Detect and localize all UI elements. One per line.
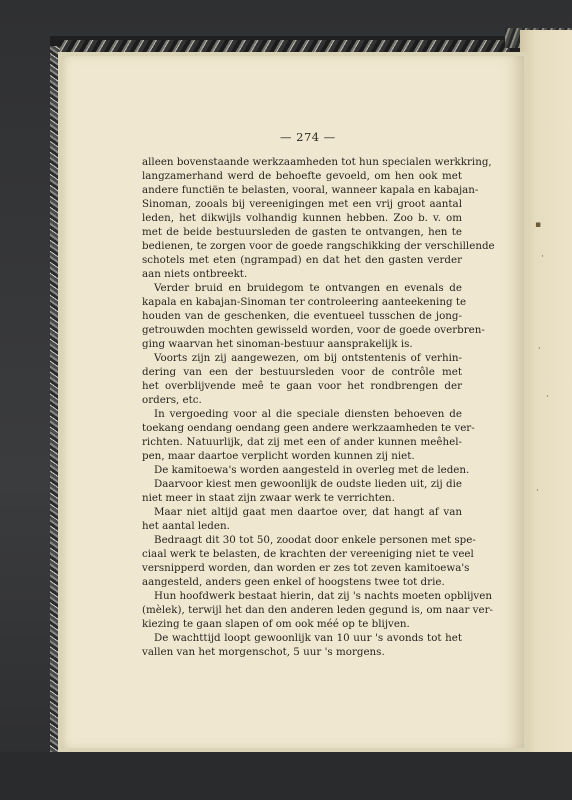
text-line: Daarvoor kiest men gewoonlijk de oudste lieden uit, zij die: [154, 478, 462, 490]
text-line: ging waarvan het sinoman-bestuur aansprakelijk is.: [142, 338, 413, 350]
text-line: aangesteld, anders geen enkel of hoogstens twee tot drie.: [142, 576, 445, 588]
text-line: Maar niet altijd gaat men daartoe over, dat hangt af van: [154, 506, 462, 518]
text-line: ciaal werk te belasten, de krachten der vereeniging niet te veel: [142, 548, 474, 560]
text-line: Bedraagt dit 30 tot 50, zoodat door enkele personen met spe-: [154, 534, 476, 546]
scan-bottom-margin: [0, 752, 572, 800]
facing-page-mark: ·: [541, 252, 544, 262]
text-line: De wachttijd loopt gewoonlijk van 10 uur 's avonds tot het: [154, 632, 462, 644]
text-line: aan niets ontbreekt.: [142, 268, 248, 280]
text-line: alleen bovenstaande werkzaamheden tot hun specialen werkkring,: [142, 156, 492, 168]
text-line: In vergoeding voor al die speciale diensten behoeven de: [154, 408, 462, 420]
text-line: dering van een der bestuursleden voor de contrôle met: [142, 366, 462, 378]
text-line: vallen van het morgenschot, 5 uur 's morgens.: [142, 646, 385, 658]
text-line: met de beide bestuursleden de gasten te ontvangen, hen te: [142, 226, 462, 238]
text-line: getrouwden mochten gewisseld worden, voor de goede overbren-: [142, 324, 485, 336]
facing-page-mark: ·: [538, 344, 541, 354]
text-line: Sinoman, zooals bij vereenigingen met een vrij groot aantal: [142, 198, 462, 210]
text-line: orders, etc.: [142, 394, 202, 406]
text-line: Hun hoofdwerk bestaat hierin, dat zij 's nachts moeten opblijven: [154, 590, 492, 602]
text-line: het aantal leden.: [142, 520, 230, 532]
text-line: toekang oendang oendang geen andere werkzaamheden te ver-: [142, 422, 475, 434]
text-line: versnipperd worden, dan worden er zes tot zeven kamitoewa's: [142, 562, 470, 574]
facing-page-mark: ▪: [535, 220, 542, 230]
text-line: andere functiën te belasten, vooral, wanneer kapala en kabajan-: [142, 184, 479, 196]
page-number: — 274 —: [280, 130, 336, 144]
facing-page-mark: ·: [546, 392, 549, 402]
text-line: pen, maar daartoe verplicht worden kunnen zij niet.: [142, 450, 415, 462]
text-line: De kamitoewa's worden aangesteld in overleg met de leden.: [154, 464, 470, 476]
text-line: leden, het dikwijls volhandig kunnen hebben. Zoo b. v. om: [142, 212, 462, 224]
text-line: bedienen, te zorgen voor de goede rangschikking der verschillende: [142, 240, 495, 252]
facing-page-mark: ·: [536, 486, 539, 496]
text-line: schotels met eten (ngrampad) en dat het den gasten verder: [142, 254, 462, 266]
text-line: het overblijvende meê te gaan voor het rondbrengen der: [142, 380, 462, 392]
text-line: Verder bruid en bruidegom te ontvangen en evenals de: [154, 282, 462, 294]
text-line: richten. Natuurlijk, dat zij met een of ander kunnen meêhel-: [142, 436, 462, 448]
text-line: kapala en kabajan-Sinoman ter controleering aanteekening te: [142, 296, 467, 308]
text-line: kiezing te gaan slapen of om ook méé op te blijven.: [142, 618, 410, 630]
text-line: (mèlek), terwijl het dan den anderen leden gegund is, om naar ver-: [142, 604, 493, 616]
text-line: houden van de geschenken, die eventueel tusschen de jong-: [142, 310, 462, 322]
text-line: Voorts zijn zij aangewezen, om bij ontstentenis of verhin-: [154, 352, 462, 364]
text-line: langzamerhand werd de behoefte gevoeld, om hen ook met: [142, 170, 462, 182]
text-line: niet meer in staat zijn zwaar werk te verrichten.: [142, 492, 395, 504]
